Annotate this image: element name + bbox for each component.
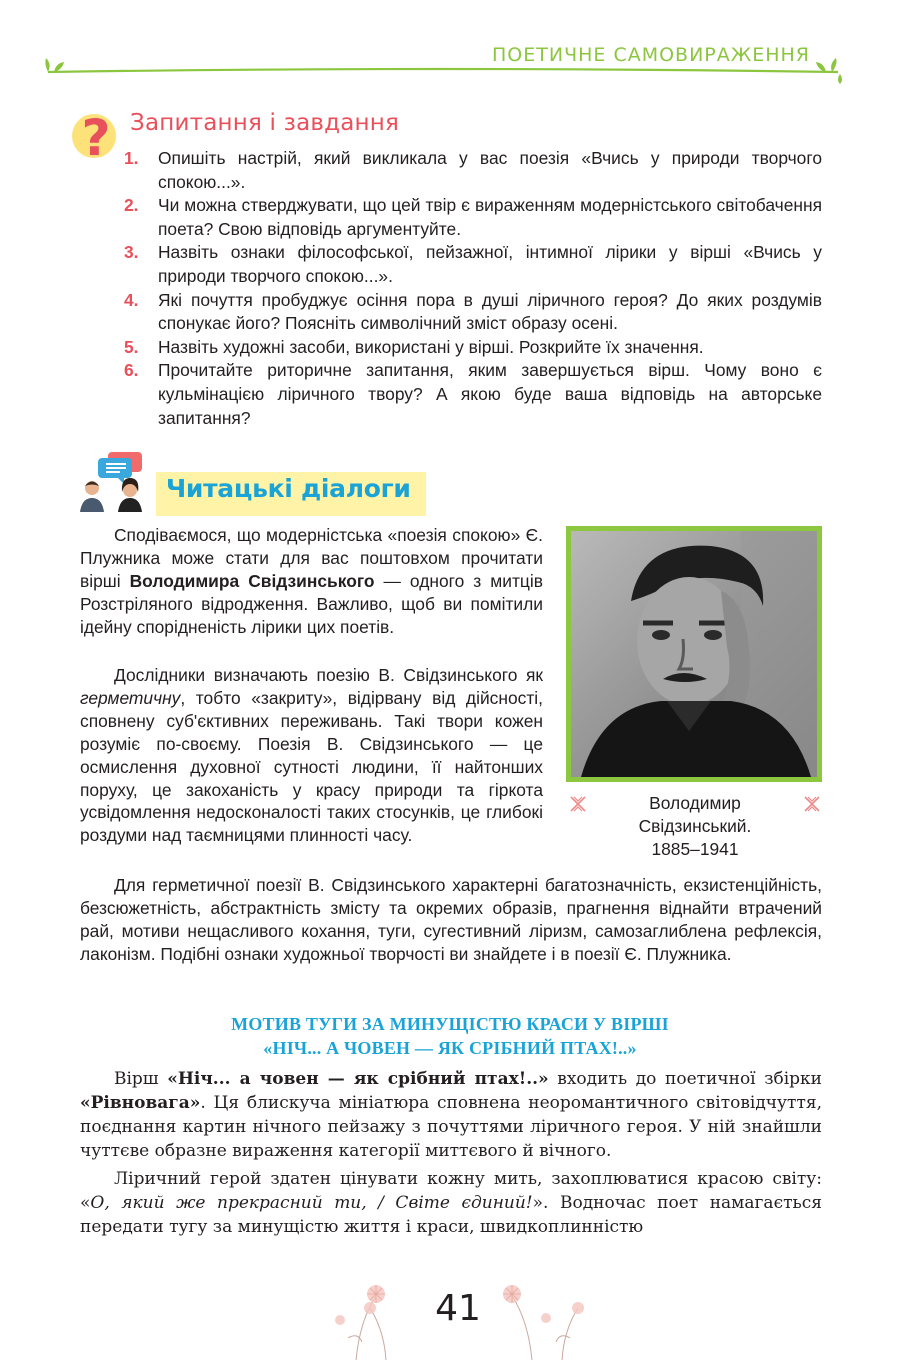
dialogs-paragraph-2 [80, 664, 543, 847]
running-header-title: ПОЕТИЧНЕ САМОВИРАЖЕННЯ [492, 44, 810, 66]
paragraph-text: Вірш [114, 1069, 168, 1089]
poet-name: Володимира Свідзинського [129, 570, 375, 591]
motive-heading-line-2: «НІЧ... А ЧОВЕН — ЯК СРІБНИЙ ПТАХ!..» [263, 1038, 637, 1058]
emphasis-term: герметичну [80, 687, 181, 708]
caption-years: 1885–1941 [651, 839, 739, 859]
question-number: 1. [124, 148, 139, 168]
caption-cross-ornament-left [568, 794, 588, 814]
list-item [124, 194, 822, 241]
dialogs-title: Читацькі діалоги [166, 474, 411, 503]
portrait-illustration [571, 531, 817, 777]
list-item [124, 147, 822, 194]
question-text: Які почуття пробуджує осіння пора в душі ліричного героя? До яких роздумів спонукає його? Поясніть символічний зміст образу осені. [158, 289, 822, 334]
list-item [124, 336, 822, 360]
portrait-caption [600, 792, 790, 861]
questions-title: Запитання і завдання [130, 110, 400, 136]
paragraph-text: Сподіваємося, що модерністська «поезія спокою» Є. Плужника може стати для вас поштовхом прочитати вірші [80, 525, 543, 591]
question-text: Опишіть настрій, який викликала у вас поезія «Вчись у природи творчого спокою...». [158, 148, 822, 192]
question-number: 6. [124, 360, 139, 381]
poem-title: «Ніч... а човен — як срібний птах!..» [167, 1069, 549, 1089]
list-item [124, 289, 822, 336]
svg-text:?: ? [81, 109, 111, 164]
poem-quote: О, який же прекрасний ти, / Світе єдиний! [90, 1193, 533, 1213]
paragraph-text: . Ця блискуча мініатюра сповнена неоромантичного світовідчуття, поєднання картин нічного пейзажу з почуттями ліричного героя. У ній знайшли чуттєве образне вираження категорії миттєвого й вічного. [80, 1093, 822, 1161]
list-item [124, 359, 822, 430]
question-number: 3. [124, 242, 139, 263]
paragraph-text: — одного з митців Розстріляного відродження. Важливо, щоб ви помітили ідейну спорідненість лірики цих поетів. [80, 570, 543, 637]
motive-paragraph-2 [80, 1167, 822, 1239]
collection-title: «Рівновага» [80, 1093, 201, 1113]
caption-surname: Свідзинський. [638, 816, 752, 836]
question-number: 2. [124, 195, 139, 216]
question-text: Прочитайте риторичне запитання, яким завершується вірш. Чому воно є кульмінацією ліричного твору? А якою буде ваша відповідь на авторське запитання? [158, 360, 822, 428]
paragraph-text: Ліричний герой здатен цінувати кожну мить, захоплюватися красою світу: « [80, 1169, 822, 1213]
dialogs-paragraph-1 [80, 524, 543, 639]
question-text: Назвіть ознаки філософської, пейзажної, інтимної лірики у вірші «Вчись у природи творчого спокою...». [158, 242, 822, 286]
question-mark-icon [70, 108, 122, 164]
caption-name: Володимир [649, 793, 741, 813]
question-number: 4. [124, 289, 139, 310]
header-vine-ornament [40, 56, 846, 86]
reader-dialog-icon [78, 448, 158, 512]
motive-paragraph-1 [80, 1067, 822, 1163]
list-item [124, 241, 822, 288]
portrait-photo [571, 531, 817, 777]
motive-heading [80, 1012, 820, 1060]
paragraph-text: ». Водночас поет намагається передати тугу за минущістю життя і краси, швидкоплинністю [80, 1193, 822, 1237]
question-text: Чи можна стверджувати, що цей твір є вираженням модерністського світобачення поета? Свою відповідь аргументуйте. [158, 195, 822, 239]
page-number: 41 [435, 1288, 481, 1329]
paragraph-text: Дослідники визначають поезію В. Свідзинського як [114, 665, 543, 685]
paragraph-text: , тобто «закриту», відірвану від дійсності, сповнену суб'єктивних переживань. Такі твори кожен розуміє по-своєму. Поезія В. Свідзинського — це осмислення духовної сутності людини, її найтонших поруху, це закоханість у красу природи та гіркота усвідомлення недосконалості таких стосунків, це глибокі роздуми над таємницями плинності часу. [80, 687, 543, 846]
paragraph-text: входить до поетичної збірки [548, 1069, 822, 1089]
motive-heading-line-1: МОТИВ ТУГИ ЗА МИНУЩІСТЮ КРАСИ У ВІРШІ [231, 1014, 669, 1034]
dialogs-paragraph-3: Для герметичної поезії В. Свідзинського характерні багатозначність, екзистенційність, безсюжетність, абстрактність змісту та окремих образів, прагнення віднайти втрачений рай, мотиви нещасливого кохання, туги, сугестивний ліризм, самозаглиблена рефлексія, лаконізм. Подібні ознаки художньої творчості ви знайдете і в поезії Є. Плужника. [80, 875, 822, 964]
questions-list [124, 147, 822, 430]
question-text: Назвіть художні засоби, використані у вірші. Розкрийте їх значення. [158, 336, 704, 357]
caption-cross-ornament-right [802, 794, 822, 814]
question-number: 5. [124, 336, 139, 357]
